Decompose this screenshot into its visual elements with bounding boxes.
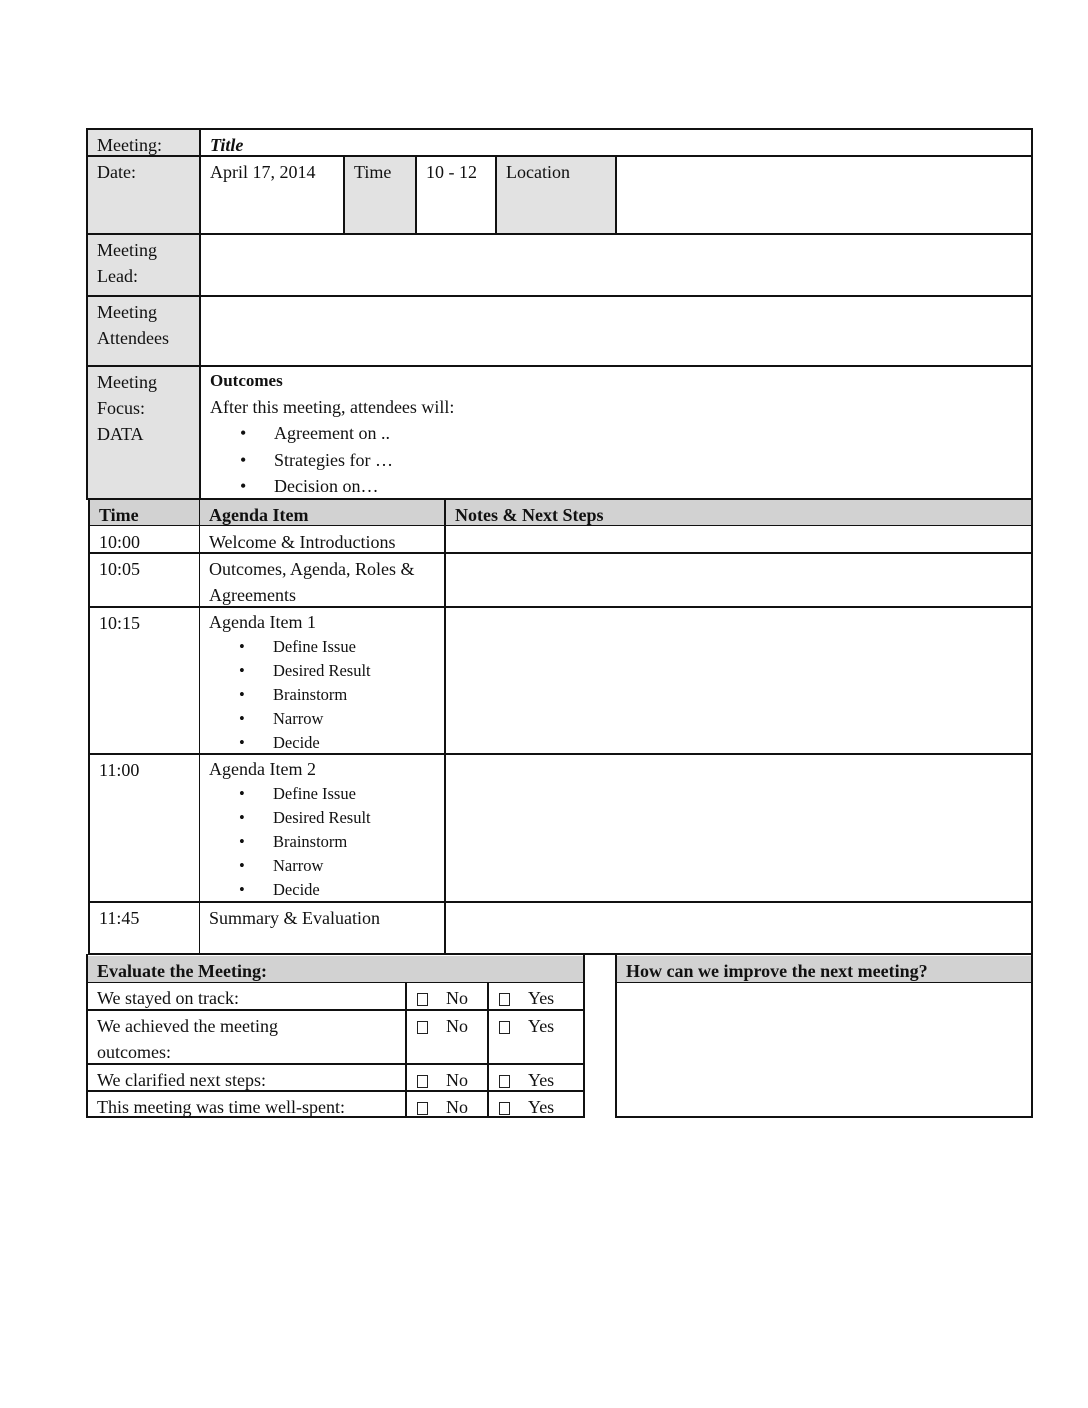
agenda-item: Summary & Evaluation <box>209 908 380 928</box>
checkbox-icon[interactable] <box>499 993 510 1006</box>
evaluation-question: This meeting was time well-spent: <box>97 1097 345 1117</box>
agenda-time: 10:05 <box>99 559 141 579</box>
col-header-time: Time <box>99 505 139 525</box>
outcome-item: • Decision on… <box>210 473 1022 498</box>
meeting-label: Meeting: <box>97 135 162 155</box>
location-label: Location <box>506 162 570 182</box>
agenda-subitem: • Brainstorm <box>209 830 435 854</box>
agenda-subitem: • Brainstorm <box>209 683 435 707</box>
agenda-subitem: • Decide <box>209 878 435 902</box>
meeting-attendees-label: Meeting Attendees <box>97 302 169 348</box>
agenda-notes-field[interactable] <box>446 903 1031 953</box>
yes-checkbox[interactable]: Yes <box>489 983 583 1013</box>
agenda-notes-field[interactable] <box>446 608 1031 753</box>
agenda-item: Agenda Item 1 • Define Issue • Desired Result • Brainstorm • Narrow • Decide <box>200 608 444 757</box>
agenda-subitem: • Decide <box>209 731 435 755</box>
agenda-subitem: • Define Issue <box>209 635 435 659</box>
agenda-subitems <box>209 635 435 755</box>
yes-checkbox[interactable]: Yes <box>489 1092 583 1122</box>
agenda-notes-field[interactable] <box>446 755 1031 901</box>
outcomes-list <box>210 420 1022 498</box>
meeting-lead-field[interactable] <box>201 235 1031 295</box>
col-header-notes: Notes & Next Steps <box>455 505 604 525</box>
agenda-item: Outcomes, Agenda, Roles & Agreements <box>209 559 415 605</box>
no-checkbox[interactable]: No <box>407 983 487 1013</box>
evaluation-title: Evaluate the Meeting: <box>97 961 267 981</box>
yes-checkbox[interactable]: Yes <box>489 1065 583 1095</box>
evaluation-question: We achieved the meeting outcomes: <box>97 1016 278 1062</box>
checkbox-icon[interactable] <box>499 1102 510 1115</box>
date-field[interactable]: April 17, 2014 <box>210 162 316 182</box>
agenda-time: 10:15 <box>99 613 141 633</box>
date-label: Date: <box>97 162 136 182</box>
no-checkbox[interactable]: No <box>407 1065 487 1095</box>
time-field[interactable]: 10 - 12 <box>426 162 477 182</box>
agenda-subitem: • Desired Result <box>209 806 435 830</box>
time-label: Time <box>354 162 392 182</box>
meeting-attendees-field[interactable] <box>201 297 1031 365</box>
outcomes-intro: After this meeting, attendees will: <box>210 397 455 417</box>
agenda-subitem: • Define Issue <box>209 782 435 806</box>
checkbox-icon[interactable] <box>417 993 428 1006</box>
agenda-time: 11:45 <box>99 908 140 928</box>
meeting-lead-label: Meeting Lead: <box>97 240 157 286</box>
agenda-subitem: • Desired Result <box>209 659 435 683</box>
improve-field[interactable] <box>617 984 1031 1116</box>
no-checkbox[interactable]: No <box>407 1011 487 1041</box>
agenda-time: 11:00 <box>99 760 140 780</box>
agenda-notes-field[interactable] <box>446 554 1031 606</box>
checkbox-icon[interactable] <box>499 1021 510 1034</box>
agenda-item: Welcome & Introductions <box>209 532 396 552</box>
improve-title: How can we improve the next meeting? <box>626 961 928 981</box>
checkbox-icon[interactable] <box>417 1102 428 1115</box>
agenda-subitem: • Narrow <box>209 707 435 731</box>
agenda-subitem: • Narrow <box>209 854 435 878</box>
outcome-item: • Agreement on .. <box>210 420 1022 447</box>
agenda-item: Agenda Item 2 • Define Issue • Desired Result • Brainstorm • Narrow • Decide <box>200 755 444 904</box>
meeting-focus-label: Meeting Focus: DATA <box>97 372 157 444</box>
evaluation-question: We clarified next steps: <box>97 1070 266 1090</box>
outcomes-title: Outcomes <box>210 371 283 390</box>
agenda-notes-field[interactable] <box>446 527 1031 552</box>
yes-checkbox[interactable]: Yes <box>489 1011 583 1041</box>
meeting-outcomes[interactable] <box>201 367 1031 498</box>
col-header-agenda-item: Agenda Item <box>209 505 309 525</box>
agenda-time: 10:00 <box>99 532 141 552</box>
evaluation-question: We stayed on track: <box>97 988 239 1008</box>
no-checkbox[interactable]: No <box>407 1092 487 1122</box>
outcome-item: • Strategies for … <box>210 447 1022 474</box>
location-field[interactable] <box>617 157 1031 233</box>
checkbox-icon[interactable] <box>417 1021 428 1034</box>
checkbox-icon[interactable] <box>417 1075 428 1088</box>
checkbox-icon[interactable] <box>499 1075 510 1088</box>
meeting-title-field[interactable]: Title <box>210 135 244 155</box>
agenda-subitems <box>209 782 435 902</box>
